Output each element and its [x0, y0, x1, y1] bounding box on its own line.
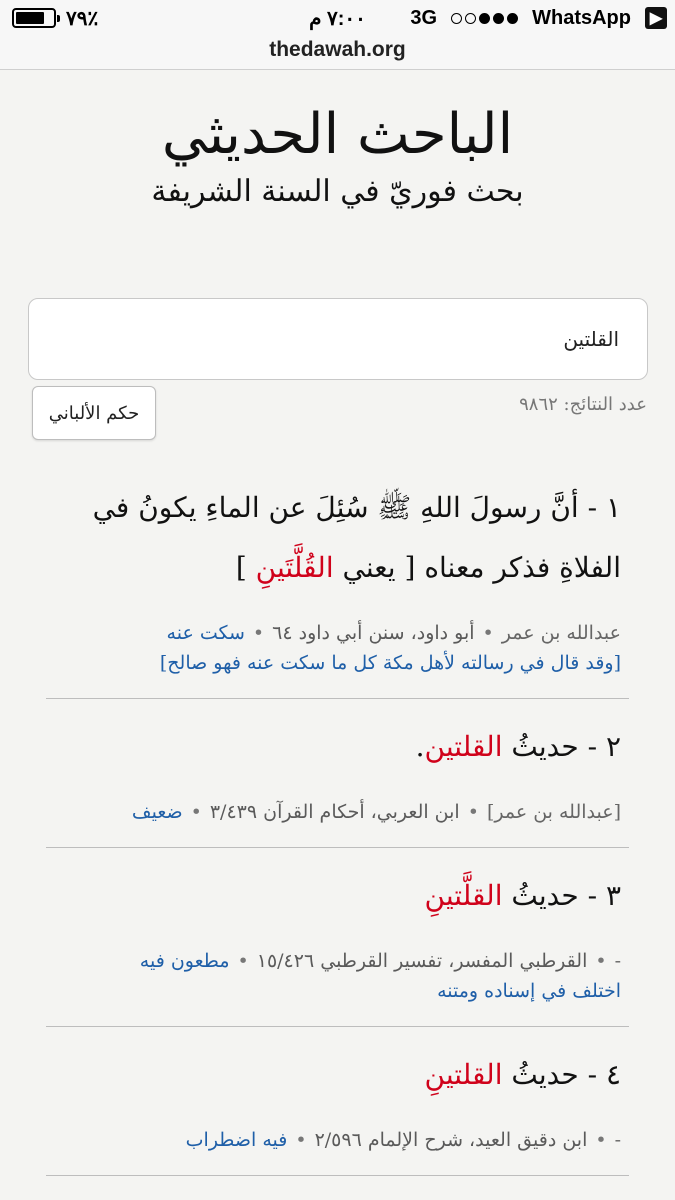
grade-note: [وقد قال في رسالته لأهل مكة كل ما سكت عنه فهو صالح] — [159, 652, 621, 674]
bullet-icon: • — [252, 622, 265, 644]
bullet-icon: • — [467, 801, 479, 823]
status-right — [398, 7, 667, 30]
grade: ضعيف — [131, 801, 183, 823]
search-highlight: القلَّتينِ — [424, 879, 503, 912]
bullet-icon: • — [595, 1129, 607, 1151]
hadith-text[interactable]: ٤ - حديثُ القلتينِ — [424, 1058, 621, 1091]
battery-percentage: ٧٩٪ — [66, 7, 99, 30]
hadith-meta — [46, 797, 629, 827]
result-item — [46, 848, 629, 1027]
battery-fill — [16, 12, 44, 24]
hadith-meta — [46, 1125, 629, 1155]
bullet-icon: • — [190, 801, 202, 823]
back-to-app-icon[interactable]: ▶ — [645, 7, 667, 29]
grade: مطعون فيه — [139, 950, 230, 972]
result-item — [46, 1027, 629, 1176]
source[interactable]: ابن العربي، أحكام القرآن ٣/٤٣٩ — [209, 801, 460, 823]
results-list — [0, 460, 675, 1176]
address-bar[interactable]: thedawah.org — [0, 36, 675, 70]
bullet-icon: • — [237, 950, 249, 972]
network-type: 3G — [410, 6, 438, 29]
source[interactable]: القرطبي المفسر، تفسير القرطبي ١٥/٤٢٦ — [256, 950, 588, 972]
status-bar — [0, 0, 675, 36]
bullet-icon: • — [482, 622, 494, 644]
signal-dot-icon — [465, 13, 476, 24]
source[interactable]: ابن دقيق العيد، شرح الإلمام ٢/٥٩٦ — [314, 1129, 588, 1151]
results-count: عدد النتائج: ٩٨٦٢ — [519, 394, 647, 415]
source[interactable]: أبو داود، سنن أبي داود ٦٤ — [272, 622, 475, 644]
result-item — [46, 699, 629, 848]
search-highlight: القلتين — [424, 730, 503, 763]
site-subtitle: بحث فوريّ في السنة الشريفة — [151, 174, 524, 209]
narrator: - — [614, 950, 621, 972]
search-highlight: القلتينِ — [424, 1058, 503, 1091]
signal-dot-icon — [479, 13, 490, 24]
hadith-text[interactable]: ٢ - حديثُ القلتين. — [415, 730, 621, 763]
page-content — [0, 70, 675, 1151]
narrator: - — [614, 1129, 621, 1151]
grade: فيه اضطراب — [185, 1129, 288, 1151]
hadith-text[interactable]: ١ - أنَّ رسولَ اللهِ ﷺ سُئِلَ عن الماءِ يكونُ في الفلاةِ فذكر معناه [ يعني القُلَّتَينِ ] — [92, 491, 621, 584]
hadith-meta — [46, 618, 629, 678]
signal-dot-icon — [451, 13, 462, 24]
albani-ruling-button[interactable]: حكم الألباني — [32, 386, 156, 440]
battery-area — [12, 6, 98, 31]
status-time: ٧:٠٠ م — [309, 7, 366, 30]
carrier-name: WhatsApp — [532, 6, 631, 29]
search-input[interactable] — [28, 298, 648, 380]
signal-icon — [451, 13, 518, 24]
bullet-icon: • — [295, 1129, 307, 1151]
results-toolbar — [0, 386, 675, 446]
grade-note: اختلف في إسناده ومتنه — [437, 980, 621, 1002]
signal-dot-icon — [493, 13, 504, 24]
result-item — [46, 460, 629, 699]
site-title: الباحث الحديثي — [161, 102, 514, 167]
hadith-meta — [46, 946, 629, 1006]
narrator[interactable]: عبدالله بن عمر — [501, 622, 621, 644]
search-highlight: القُلَّتَينِ — [255, 551, 334, 584]
hadith-text[interactable]: ٣ - حديثُ القلَّتينِ — [424, 879, 621, 912]
battery-icon — [12, 8, 56, 28]
narrator[interactable]: [عبدالله بن عمر] — [486, 801, 621, 823]
grade: سكت عنه — [166, 622, 245, 644]
signal-dot-icon — [507, 13, 518, 24]
bullet-icon: • — [595, 950, 607, 972]
